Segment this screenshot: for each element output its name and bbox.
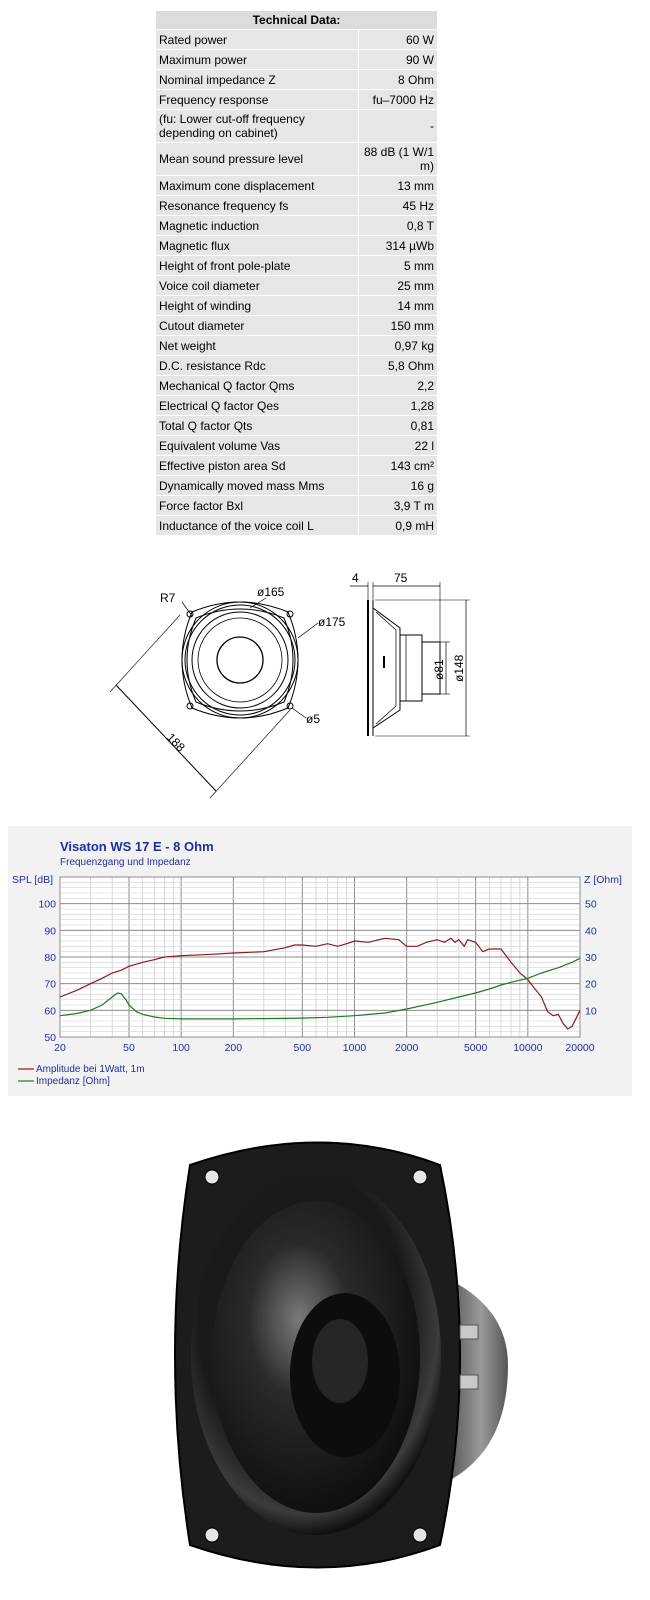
table-row bbox=[156, 316, 437, 335]
table-row bbox=[156, 176, 437, 195]
label-188: 188 bbox=[163, 730, 188, 755]
row-value: 13 mm bbox=[358, 176, 437, 195]
x-tick-label: 50 bbox=[123, 1042, 135, 1054]
row-label: Frequency response bbox=[156, 90, 358, 109]
x-tick-label: 100 bbox=[172, 1042, 190, 1054]
row-value: 2,2 bbox=[358, 376, 437, 395]
row-value: 5,8 Ohm bbox=[358, 356, 437, 375]
label-d148: ø148 bbox=[452, 654, 466, 682]
y-axis-right-label: Z [Ohm] bbox=[584, 874, 622, 886]
row-label: Magnetic induction bbox=[156, 216, 358, 235]
row-label: Net weight bbox=[156, 336, 358, 355]
row-value: 88 dB (1 W/1 m) bbox=[358, 143, 437, 175]
side-view-magnet bbox=[400, 635, 422, 701]
table-row bbox=[156, 416, 437, 435]
row-value: 8 Ohm bbox=[358, 70, 437, 89]
row-value: 3,9 T m bbox=[358, 496, 437, 515]
row-value: 45 Hz bbox=[358, 196, 437, 215]
table-row bbox=[156, 196, 437, 215]
row-label: Rated power bbox=[156, 30, 358, 49]
legend-amplitude: Amplitude bei 1Watt, 1m bbox=[36, 1064, 145, 1075]
table-row bbox=[156, 30, 437, 49]
front-view-cone bbox=[198, 618, 282, 702]
table-row bbox=[156, 50, 437, 69]
y-left-tick-label: 80 bbox=[44, 952, 56, 964]
table-row bbox=[156, 70, 437, 89]
x-tick-label: 20 bbox=[54, 1042, 66, 1054]
technical-data-table bbox=[156, 10, 437, 536]
frequency-response-chart bbox=[8, 826, 632, 1096]
table-row bbox=[156, 256, 437, 275]
row-label: Electrical Q factor Qes bbox=[156, 396, 358, 415]
row-label: Maximum power bbox=[156, 50, 358, 69]
x-axis-ticks bbox=[54, 1042, 595, 1054]
row-label: D.C. resistance Rdc bbox=[156, 356, 358, 375]
row-label: Inductance of the voice coil L bbox=[156, 516, 358, 535]
row-value: - bbox=[358, 110, 437, 142]
y-right-tick-label: 30 bbox=[585, 952, 597, 964]
row-value: 0,9 mH bbox=[358, 516, 437, 535]
table-row bbox=[156, 336, 437, 355]
y-left-tick-label: 70 bbox=[44, 978, 56, 991]
table-row bbox=[156, 296, 437, 315]
table-row bbox=[156, 436, 437, 455]
table-row bbox=[156, 276, 437, 295]
y-left-tick-label: 50 bbox=[44, 1032, 56, 1044]
x-tick-label: 10000 bbox=[513, 1042, 543, 1054]
table-row bbox=[156, 236, 437, 255]
row-label: Mean sound pressure level bbox=[156, 143, 358, 175]
y-left-tick-label: 90 bbox=[44, 925, 56, 938]
label-d165: ø165 bbox=[257, 585, 285, 599]
row-value: 16 g bbox=[358, 476, 437, 495]
table-row bbox=[156, 376, 437, 395]
table-row bbox=[156, 90, 437, 109]
y-right-tick-label: 50 bbox=[585, 898, 597, 911]
y-right-tick-label: 40 bbox=[585, 925, 597, 938]
row-label: Maximum cone displacement bbox=[156, 176, 358, 195]
row-label: Equivalent volume Vas bbox=[156, 436, 358, 455]
table-row bbox=[156, 396, 437, 415]
table-row bbox=[156, 476, 437, 495]
front-view-surround bbox=[182, 602, 298, 718]
row-label: Total Q factor Qts bbox=[156, 416, 358, 435]
row-label: Dynamically moved mass Mms bbox=[156, 476, 358, 495]
table-row bbox=[156, 456, 437, 475]
front-view-dustcap bbox=[217, 637, 263, 683]
y-axis-left-label: SPL [dB] bbox=[12, 874, 54, 886]
product-photo bbox=[170, 1125, 520, 1585]
x-tick-label: 5000 bbox=[463, 1042, 488, 1054]
row-value: 0,8 T bbox=[358, 216, 437, 235]
dimension-drawing bbox=[100, 560, 520, 800]
row-label: Magnetic flux bbox=[156, 236, 358, 255]
label-d5: ø5 bbox=[306, 712, 321, 726]
row-value: 0,81 bbox=[358, 416, 437, 435]
label-4: 4 bbox=[352, 571, 359, 585]
table-row bbox=[156, 496, 437, 515]
row-value: 150 mm bbox=[358, 316, 437, 335]
label-r7: R7 bbox=[160, 591, 176, 605]
y-left-tick-label: 100 bbox=[38, 898, 56, 911]
row-label: Effective piston area Sd bbox=[156, 456, 358, 475]
row-value: 1,28 bbox=[358, 396, 437, 415]
row-value: 25 mm bbox=[358, 276, 437, 295]
row-value: 143 cm² bbox=[358, 456, 437, 475]
table-row bbox=[156, 216, 437, 235]
row-label: Cutout diameter bbox=[156, 316, 358, 335]
row-label: Voice coil diameter bbox=[156, 276, 358, 295]
front-view-frame bbox=[182, 602, 298, 718]
row-value: 90 W bbox=[358, 50, 437, 69]
y-right-tick-label: 10 bbox=[585, 1005, 597, 1018]
row-value: 14 mm bbox=[358, 296, 437, 315]
row-label: (fu: Lower cut-off frequency depending on cabinet) bbox=[156, 110, 358, 142]
chart-title: Visaton WS 17 E - 8 Ohm bbox=[60, 839, 214, 854]
chart-subtitle: Frequenzgang und Impedanz bbox=[60, 857, 191, 868]
row-label: Height of winding bbox=[156, 296, 358, 315]
row-value: 5 mm bbox=[358, 256, 437, 275]
row-label: Mechanical Q factor Qms bbox=[156, 376, 358, 395]
x-tick-label: 20000 bbox=[565, 1042, 595, 1054]
row-label: Nominal impedance Z bbox=[156, 70, 358, 89]
label-d81: ø81 bbox=[432, 659, 446, 680]
label-d175: ø175 bbox=[318, 615, 346, 629]
row-value: 0,97 kg bbox=[358, 336, 437, 355]
x-tick-label: 2000 bbox=[394, 1042, 419, 1054]
y-right-tick-label: 20 bbox=[585, 978, 597, 991]
y-left-tick-label: 60 bbox=[44, 1005, 56, 1018]
legend-impedance: Impedanz [Ohm] bbox=[36, 1076, 110, 1087]
x-tick-label: 1000 bbox=[342, 1042, 367, 1054]
table-row bbox=[156, 143, 437, 175]
row-value: 314 µWb bbox=[358, 236, 437, 255]
table-row bbox=[156, 356, 437, 375]
row-value: fu–7000 Hz bbox=[358, 90, 437, 109]
row-label: Force factor Bxl bbox=[156, 496, 358, 515]
y-axis-left-ticks bbox=[38, 899, 56, 1044]
label-75: 75 bbox=[394, 571, 408, 585]
x-tick-label: 200 bbox=[224, 1042, 243, 1054]
table-row bbox=[156, 110, 437, 142]
table-row bbox=[156, 516, 437, 535]
y-axis-right-ticks bbox=[585, 899, 597, 1018]
row-label: Height of front pole-plate bbox=[156, 256, 358, 275]
x-tick-label: 500 bbox=[293, 1042, 312, 1054]
chart-svg bbox=[8, 826, 632, 1096]
photo-terminal bbox=[460, 1325, 478, 1339]
row-label: Resonance frequency fs bbox=[156, 196, 358, 215]
row-value: 22 l bbox=[358, 436, 437, 455]
technical-data-title: Technical Data: bbox=[156, 11, 437, 29]
row-value: 60 W bbox=[358, 30, 437, 49]
